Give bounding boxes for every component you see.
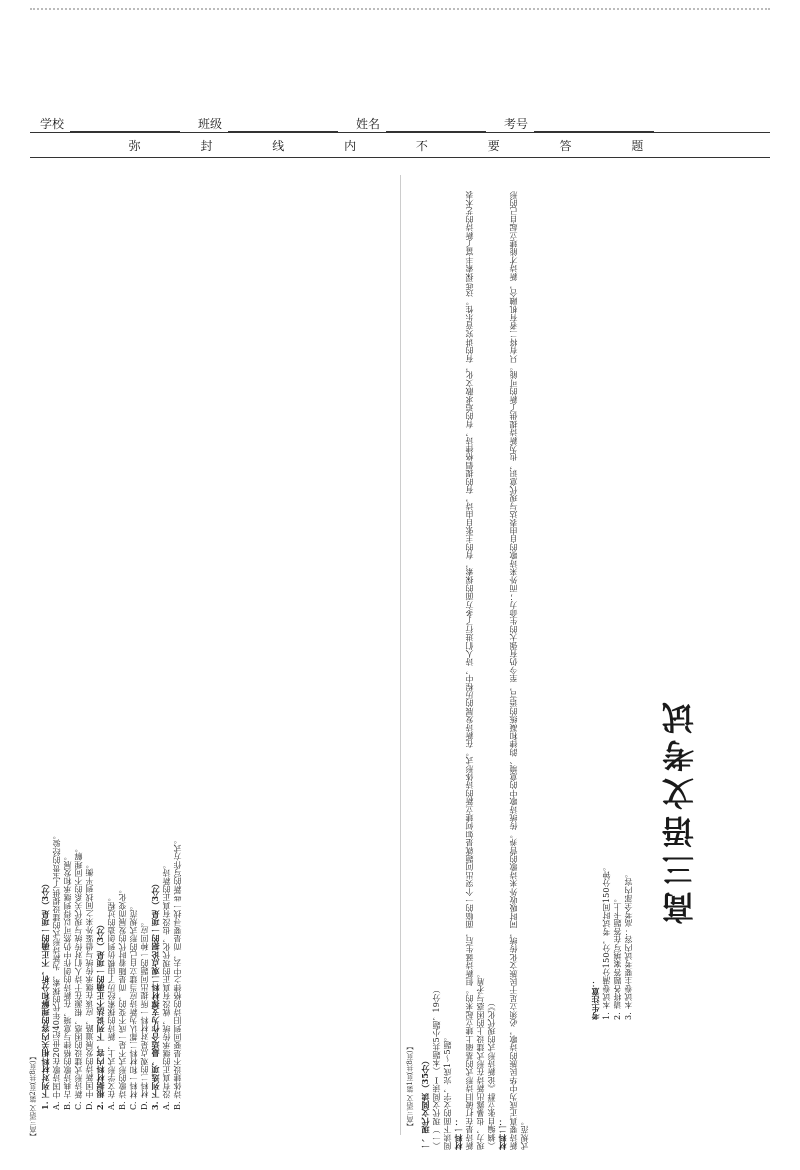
- school-field[interactable]: [40, 115, 180, 132]
- section1-instruction: 阅读下面的文字，完成1～5题。: [443, 1032, 452, 1150]
- notes-heading: 考生注意：: [590, 979, 600, 1020]
- section1-block: [420, 190, 580, 1150]
- name-label: 姓名: [356, 117, 381, 131]
- class-line: [228, 117, 338, 132]
- q2-option-c[interactable]: C. 材料一和材料二都认为新诗应当建立自己的形式规范。: [129, 901, 138, 1110]
- q1-option-c[interactable]: C. 新诗形式建设的困惑，根源在于诗人们对传统与现代关系的不同理解。: [74, 844, 83, 1110]
- material1-source: （摘编自张立群《论新诗形式的现代化》）: [487, 998, 496, 1150]
- seal-notice: 弥 封 线 内 不 要 答 题: [30, 132, 770, 158]
- q3-option-b[interactable]: B. 诗体建设不是要回到旧诗的格律之中去，而是要寻找一些新的写作方式。: [173, 836, 182, 1110]
- q1-option-b[interactable]: B. 古典诗歌的格律与意境，在新诗的创作中仍然可以得到继承和发展。: [63, 852, 72, 1110]
- notes-block: [590, 620, 646, 1020]
- section1-heading: 一、现代文阅读（35分）: [420, 1056, 430, 1150]
- material1-text: 新诗是在打破旧诗形式的基础上建立起来的。但新诗诞生后，面临的一个突出问题就是如何建立新的诗体形式。在新诗发展的历程中，诗人们进行了多方面的探索，有的主张自由诗，有的提倡格律诗，有的追求散文化，有的讲究音乐性。这些探索丰富了新诗的艺术表现力，也暴露出新诗在形式建设上的困惑与矛盾。: [465, 190, 485, 1150]
- page2-footer: 【高三语文 第2页(共8页)】: [29, 1053, 37, 1140]
- questions-block: [40, 190, 380, 1110]
- question-1: 1. 下列对材料相关内容的理解和分析，不正确的一项是（3分）: [40, 879, 50, 1110]
- page1-footer: 【高三语文 第1页(共8页)】: [406, 1043, 414, 1130]
- q2-option-d[interactable]: D. 材料二的观点是对材料一所提出问题的一种回应。: [140, 917, 149, 1110]
- top-dotted-line: [30, 8, 770, 16]
- material2-label: 材料二：: [497, 1117, 507, 1150]
- question-2: 2. 根据材料内容，下列说法不正确的一项是（3分）: [95, 920, 105, 1110]
- q2-option-b[interactable]: B. 诗歌的形式不是一成不变的，而是随着时代的发展而变化。: [118, 885, 127, 1110]
- question-3: 3. 下列选项，最适合作为支撑材料二观点论据的一项是（3分）: [150, 879, 160, 1110]
- q3-option-a[interactable]: A. 没有真正的继承传统，就没有真正的现代化，也没有真正的新诗。: [162, 860, 171, 1110]
- material2-text: 新诗要真正成为中华民族的诗歌，必须立足于民族文化传统，同时吸收外来诗歌的营养。传统诗歌中的意境、韵律和凝练的语言，至今仍有强大的生命力；而外来诗歌的自由表达与现代意识，也为新诗提供了新的可能。只有将二者有机融合，新诗才能建立起自己的形式规范。: [509, 190, 529, 1150]
- q2-option-a[interactable]: A. 在文学形式上，新诗的探索经历了由模仿到创造的过程。: [107, 893, 116, 1110]
- class-label: 班级: [198, 117, 223, 131]
- name-field[interactable]: [356, 115, 486, 132]
- note-item: 1. 本试卷满分150分，考试时间150分钟。: [602, 862, 611, 1020]
- school-label: 学校: [40, 117, 65, 131]
- q1-option-a[interactable]: A. 中国诗歌在20世纪40年代的探索，为新诗形式的建设提供了宝贵的经验。: [52, 831, 61, 1110]
- student-info-row: [40, 104, 770, 132]
- class-field[interactable]: [198, 115, 338, 132]
- section1-sub: （一）现代文阅读Ⅰ（本题共5小题，19分）: [432, 985, 441, 1150]
- exam-no-label: 考号: [504, 117, 529, 131]
- exam-title: 高三语文考试: [661, 696, 699, 924]
- q1-option-d[interactable]: D. 中国新诗的发展道路，应该在继承传统与借鉴外来之间找到平衡。: [85, 860, 94, 1110]
- note-item: 3. 本试卷主要考试内容：高考全部内容。: [624, 869, 633, 1020]
- exam-no-line: [534, 117, 654, 132]
- material1-label: 材料一：: [453, 1117, 463, 1150]
- name-line: [386, 117, 486, 132]
- note-item: 2. 请将各题答案填写在答题卡上。: [613, 894, 622, 1020]
- exam-no-field[interactable]: [504, 115, 654, 132]
- school-line: [70, 117, 180, 132]
- page-divider: [400, 175, 401, 1135]
